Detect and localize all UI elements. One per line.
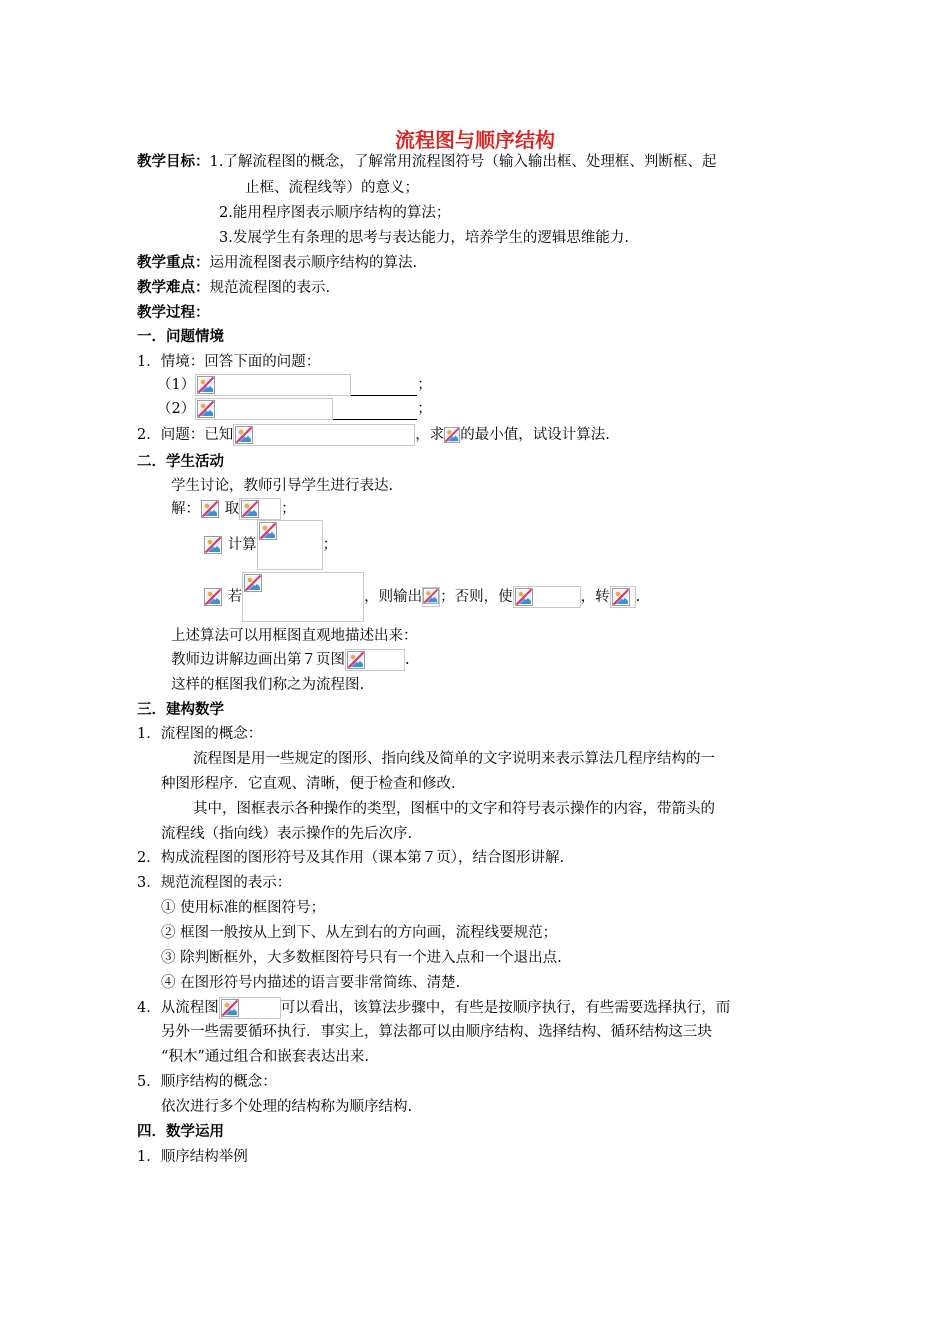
document-title: 流程图与顺序结构 <box>395 128 555 152</box>
s3-item-2: 2．构成流程图的图形符号及其作用（课本第７页），结合图形讲解. <box>137 850 565 866</box>
s3-rule-1: ① 使用标准的框图符号； <box>161 900 326 916</box>
s3-rule-3: ③ 除判断框外，大多数框图符号只有一个进入点和一个退出点. <box>161 950 562 966</box>
goal-1-continued: 止框、流程线等）的意义； <box>245 180 419 196</box>
s3-paragraph-1a: 流程图是用一些规定的图形、指向线及简单的文字说明来表示算法几程序结构的一 <box>193 751 715 767</box>
problem-text-b: ，求 <box>415 427 445 443</box>
formula-image <box>257 520 323 570</box>
section-1-heading: 一．问题情境 <box>137 329 224 345</box>
goal-1-text: 1.了解流程图的概念，了解常用流程图符号（输入输出框、处理框、判断框、起 <box>209 154 717 170</box>
q1-label: （1） <box>157 377 196 393</box>
problem-text-c: 的最小值，试设计算法. <box>460 427 610 443</box>
s2-teacher <box>171 649 410 671</box>
s1-question-2 <box>157 398 432 420</box>
formula-image <box>444 427 460 443</box>
comma: ， <box>580 589 596 605</box>
formula-image <box>233 424 415 446</box>
goals-label: 教学目标： <box>137 154 210 170</box>
goto-text: 转 <box>595 589 610 605</box>
broken-image-icon <box>423 588 439 604</box>
broken-image-icon <box>235 426 253 444</box>
formula-image <box>610 586 636 608</box>
semicolon: ； <box>281 501 296 517</box>
broken-image-icon <box>612 588 630 606</box>
answer-blank <box>333 399 417 420</box>
semicolon: ； <box>417 377 432 393</box>
s3-item-4 <box>137 997 730 1019</box>
broken-image-icon <box>201 500 219 518</box>
goal-3-text: 3.发展学生有条理的思考与表达能力，培养学生的逻辑思维能力. <box>219 230 629 246</box>
step-image <box>203 587 223 607</box>
s1-question-1 <box>157 374 432 396</box>
goal-2-text: 2.能用程序图表示顺序结构的算法； <box>219 205 451 221</box>
take-text: 取 <box>224 501 240 517</box>
s2-named: 这样的框图我们称之为流程图. <box>171 677 365 693</box>
difficulty-text: 规范流程图的表示. <box>209 280 331 296</box>
broken-image-icon <box>204 588 222 606</box>
s3-item-1: 1．流程图的概念： <box>137 726 263 742</box>
process-label: 教学过程： <box>137 305 210 321</box>
semicolon: ； <box>417 401 432 417</box>
s2-step-2 <box>203 520 337 572</box>
broken-image-icon <box>197 400 215 418</box>
broken-image-icon <box>241 500 259 518</box>
difficulty-label: 教学难点： <box>137 280 210 296</box>
broken-image-icon <box>515 588 533 606</box>
else-text: ；否则，使 <box>440 589 513 605</box>
formula-image <box>242 572 364 622</box>
section-2-heading: 二．学生活动 <box>137 454 224 470</box>
s3-item-4-line-3: “积木”通过组合和嵌套表达出来. <box>161 1049 369 1065</box>
focus-text: 运用流程图表示顺序结构的算法. <box>209 255 418 271</box>
s3-item-5: 5．顺序结构的概念： <box>137 1074 277 1090</box>
broken-image-icon <box>444 427 460 443</box>
formula-image <box>513 586 581 608</box>
s1-situation: 1．情境：回答下面的问题： <box>137 354 321 370</box>
formula-image <box>239 498 281 520</box>
s3-paragraph-1b: 种图形程序．它直观、清晰，便于检查和修改. <box>161 776 456 792</box>
s2-describe: 上述算法可以用框图直观地描述出来： <box>171 628 418 644</box>
s4-item-1: 1．顺序结构举例 <box>137 1149 248 1165</box>
broken-image-icon <box>244 574 262 592</box>
q2-label: （2） <box>157 401 196 417</box>
problem-text-a: 2．问题：已知 <box>137 427 234 443</box>
answer-blank <box>351 375 417 396</box>
step-image <box>200 499 220 519</box>
s3-item-3: 3．规范流程图的表示： <box>137 875 292 891</box>
broken-image-icon <box>259 522 277 540</box>
s2-intro: 学生讨论，教师引导学生进行表达. <box>171 478 394 494</box>
s2-step-1 <box>171 498 296 520</box>
focus-label: 教学重点： <box>137 255 210 271</box>
period: . <box>635 589 641 605</box>
formula-image <box>422 587 440 607</box>
focus-row <box>137 253 417 273</box>
broken-image-icon <box>347 651 365 669</box>
goals-row <box>137 152 716 172</box>
section-3-heading: 三．建构数学 <box>137 702 224 718</box>
if-text: 若 <box>227 589 243 605</box>
broken-image-icon <box>197 376 215 394</box>
s1-problem <box>137 424 610 446</box>
s3-rule-4: ④ 在图形符号内描述的语言要非常简练、清楚. <box>161 975 461 991</box>
s2-step-3 <box>203 572 640 624</box>
figure-reference-image <box>345 649 405 671</box>
output-text: ，则输出 <box>364 589 423 605</box>
figure-reference-image <box>219 997 281 1019</box>
s3-rule-2: ② 框图一般按从上到下、从左到右的方向画，流程线要规范； <box>161 925 558 941</box>
s3-item-5-definition: 依次进行多个处理的结构称为顺序结构. <box>161 1099 413 1115</box>
broken-image-icon <box>221 999 239 1017</box>
item-4-text-a: 4．从流程图 <box>137 1000 219 1016</box>
formula-image <box>195 398 333 420</box>
s3-item-4-line-2: 另外一些需要循环执行．事实上，算法都可以由顺序结构、选择结构、循环结构这三块 <box>161 1024 712 1040</box>
formula-image <box>195 374 351 396</box>
period: . <box>405 652 410 668</box>
calc-text: 计算 <box>227 537 257 553</box>
difficulty-row <box>137 278 330 298</box>
s3-paragraph-2a: 其中，图框表示各种操作的类型，图框中的文字和符号表示操作的内容，带箭头的 <box>193 801 715 817</box>
s3-paragraph-2b: 流程线（指向线）表示操作的先后次序. <box>161 826 413 842</box>
broken-image-icon <box>204 536 222 554</box>
teacher-text: 教师边讲解边画出第７页图 <box>171 652 345 668</box>
semicolon: ； <box>322 537 338 553</box>
item-4-text-b: 可以看出，该算法步骤中，有些是按顺序执行，有些需要选择执行，而 <box>280 1000 731 1016</box>
section-4-heading: 四．数学运用 <box>137 1124 224 1140</box>
solution-label: 解： <box>171 501 200 517</box>
step-image <box>203 535 223 555</box>
